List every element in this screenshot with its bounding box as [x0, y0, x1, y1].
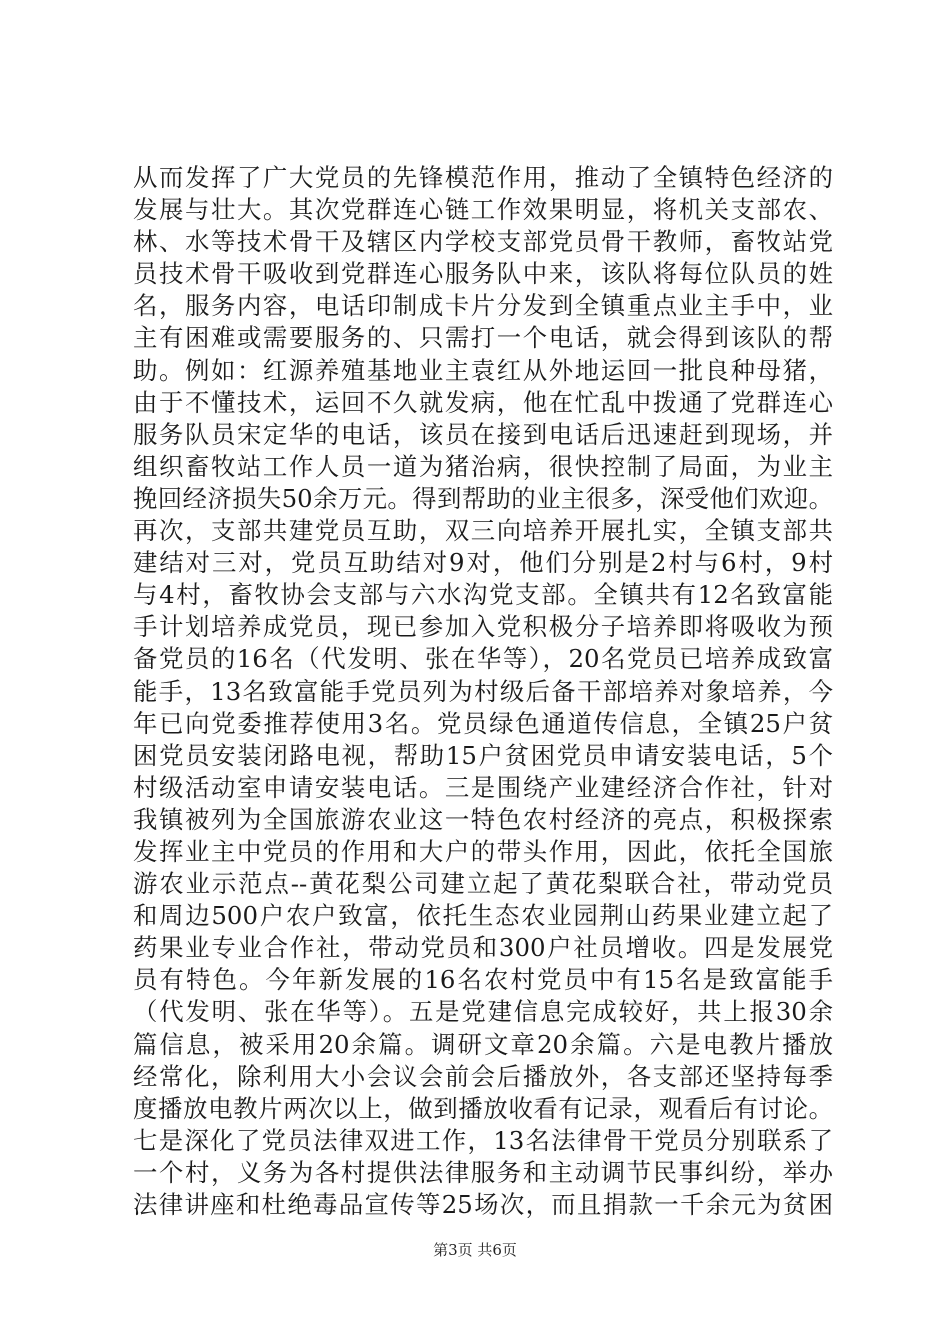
text-line: 年已向党委推荐使用3名。党员绿色通道传信息，全镇25户贫 — [133, 708, 833, 738]
text-line: 主有困难或需要服务的、只需打一个电话，就会得到该队的帮 — [133, 323, 833, 353]
text-line: 从而发挥了广大党员的先锋模范作用，推动了全镇特色经济的 — [133, 163, 833, 192]
text-line: 七是深化了党员法律双进工作，13名法律骨干党员分别联系了 — [133, 1125, 833, 1155]
text-line: 度播放电教片两次以上，做到播放收看有记录，观看后有讨论。 — [133, 1093, 833, 1123]
text-line: 村级活动室申请安装电话。三是围绕产业建经济合作社，针对 — [133, 772, 833, 802]
text-line: 药果业专业合作社，带动党员和300户社员增收。四是发展党 — [133, 933, 833, 963]
text-line: 员有特色。今年新发展的16名农村党员中有15名是致富能手 — [133, 965, 833, 995]
text-line: 名，服务内容，电话印制成卡片分发到全镇重点业主手中，业 — [133, 291, 833, 321]
text-line: 发展与壮大。其次党群连心链工作效果明显，将机关支部农、 — [133, 195, 833, 225]
text-line: 助。例如：红源养殖基地业主袁红从外地运回一批良种母猪， — [133, 355, 833, 385]
text-line: 发挥业主中党员的作用和大户的带头作用，因此，依托全国旅 — [133, 836, 833, 866]
text-line: 法律讲座和杜绝毒品宣传等25场次，而且捐款一千余元为贫困 — [133, 1190, 833, 1219]
text-line: 经常化，除利用大小会议会前会后播放外，各支部还坚持每季 — [133, 1061, 833, 1091]
page-number-footer: 第3页 共6页 — [433, 1241, 517, 1259]
text-line: 建结对三对，党员互助结对9对，他们分别是2村与6村，9村 — [133, 548, 833, 578]
text-line: 组织畜牧站工作人员一道为猪治病，很快控制了局面，为业主 — [133, 451, 833, 481]
text-line: 一个村，义务为各村提供法律服务和主动调节民事纠纷，举办 — [133, 1157, 833, 1187]
text-line: 服务队员宋定华的电话，该员在接到电话后迅速赶到现场，并 — [133, 419, 833, 449]
text-line: （代发明、张在华等）。五是党建信息完成较好，共上报30余 — [133, 997, 833, 1027]
text-line: 挽回经济损失50余万元。得到帮助的业主很多，深受他们欢迎。 — [133, 483, 833, 513]
text-line: 备党员的16名（代发明、张在华等），20名党员已培养成致富 — [133, 644, 833, 674]
text-line: 与4村，畜牧协会支部与六水沟党支部。全镇共有12名致富能 — [133, 580, 833, 610]
text-line: 篇信息，被采用20余篇。调研文章20余篇。六是电教片播放 — [133, 1029, 833, 1059]
text-line: 手计划培养成党员，现已参加入党积极分子培养即将吸收为预 — [133, 612, 833, 642]
text-line: 再次，支部共建党员互助，双三向培养开展扎实，全镇支部共 — [133, 516, 833, 546]
text-line: 由于不懂技术，运回不久就发病，他在忙乱中拨通了党群连心 — [133, 387, 833, 417]
text-line: 能手，13名致富能手党员列为村级后备干部培养对象培养，今 — [133, 676, 833, 706]
text-line: 林、水等技术骨干及辖区内学校支部党员骨干教师，畜牧站党 — [133, 227, 833, 257]
text-line: 游农业示范点--黄花梨公司建立起了黄花梨联合社，带动党员 — [133, 869, 833, 899]
text-line: 困党员安装闭路电视，帮助15户贫困党员申请安装电话，5个 — [133, 740, 833, 770]
text-line: 我镇被列为全国旅游农业这一特色农村经济的亮点，积极探索 — [133, 804, 833, 834]
body-text — [133, 162, 833, 1221]
text-line: 员技术骨干吸收到党群连心服务队中来，该队将每位队员的姓 — [133, 259, 833, 289]
text-line: 和周边500户农户致富，依托生态农业园荆山药果业建立起了 — [133, 901, 833, 931]
